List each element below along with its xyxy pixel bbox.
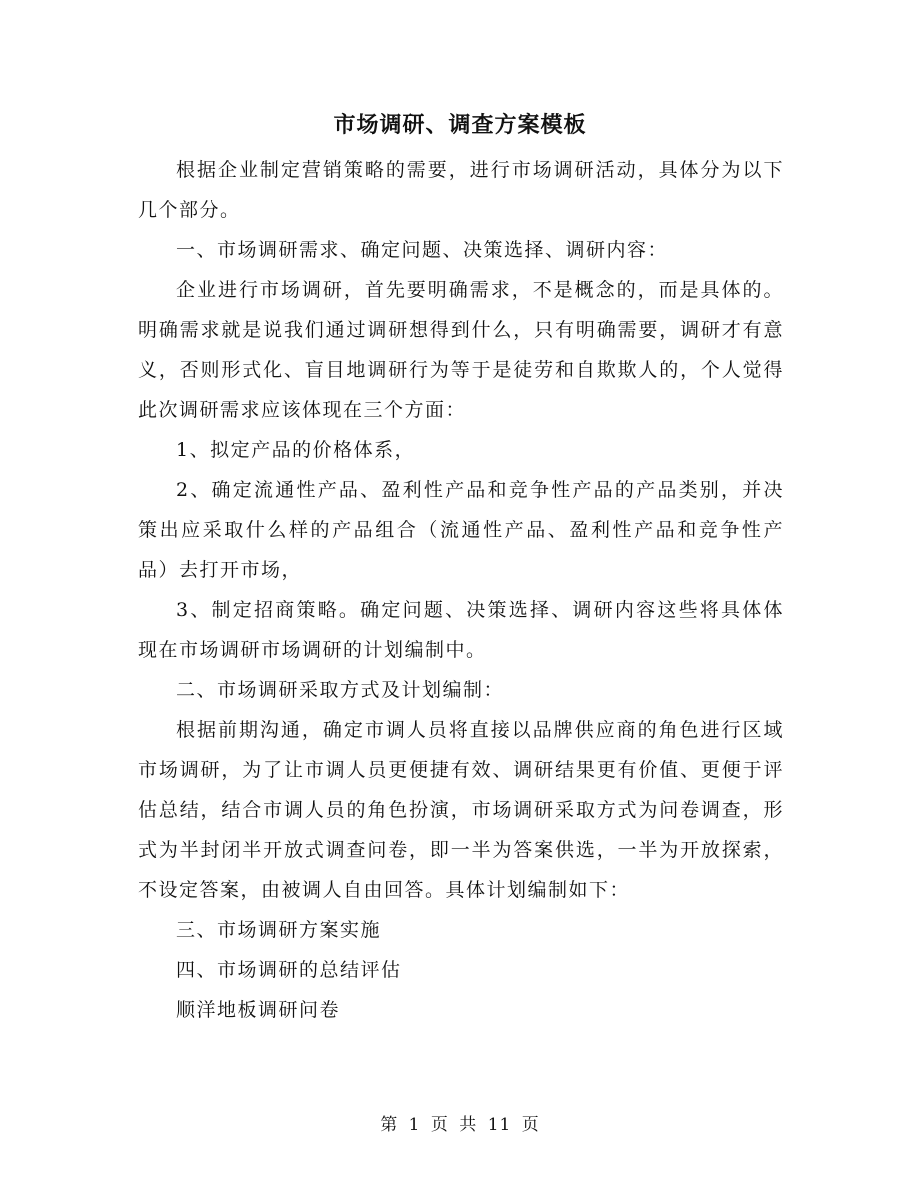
document-title: 市场调研、调查方案模板 — [333, 112, 587, 138]
section-heading-1: 一、市场调研需求、确定问题、决策选择、调研内容： — [176, 239, 669, 261]
list-item-1: 1、拟定产品的价格体系， — [176, 439, 416, 461]
paragraph-method: 根据前期沟通，确定市调人员将直接以品牌供应商的角色进行区域市场调研，为了让市调人员更便捷有效、调研结果更有价值、更便于评估总结，结合市调人员的角色扮演，市场调研采取方式为问卷调查，形式为半封闭半开放式调查问卷，即一半为答案供选，一半为开放探索，不设定答案，由被调人自由回答。具体计划编制如下： — [138, 719, 784, 901]
list-item-2: 2、确定流通性产品、盈利性产品和竞争性产品的产品类别，并决策出应采取什么样的产品组合（流通性产品、盈利性产品和竞争性产品）去打开市场， — [138, 479, 784, 581]
paragraph-requirements: 企业进行市场调研，首先要明确需求，不是概念的，而是具体的。明确需求就是说我们通过调研想得到什么，只有明确需要，调研才有意义，否则形式化、盲目地调研行为等于是徒劳和自欺欺人的，个人觉得此次调研需求应该体现在三个方面： — [138, 279, 784, 421]
page-number-footer: 第 1 页 共 11 页 — [380, 1115, 540, 1135]
document-body — [138, 150, 784, 1030]
paragraph-intro: 根据企业制定营销策略的需要，进行市场调研活动，具体分为以下几个部分。 — [138, 159, 784, 221]
section-heading-2: 二、市场调研采取方式及计划编制： — [176, 679, 505, 701]
section-heading-4: 四、市场调研的总结评估 — [176, 959, 402, 981]
questionnaire-title: 顺洋地板调研问卷 — [176, 999, 341, 1021]
section-heading-3: 三、市场调研方案实施 — [176, 919, 382, 941]
list-item-3: 3、制定招商策略。确定问题、决策选择、调研内容这些将具体体现在市场调研市场调研的计划编制中。 — [138, 599, 784, 661]
